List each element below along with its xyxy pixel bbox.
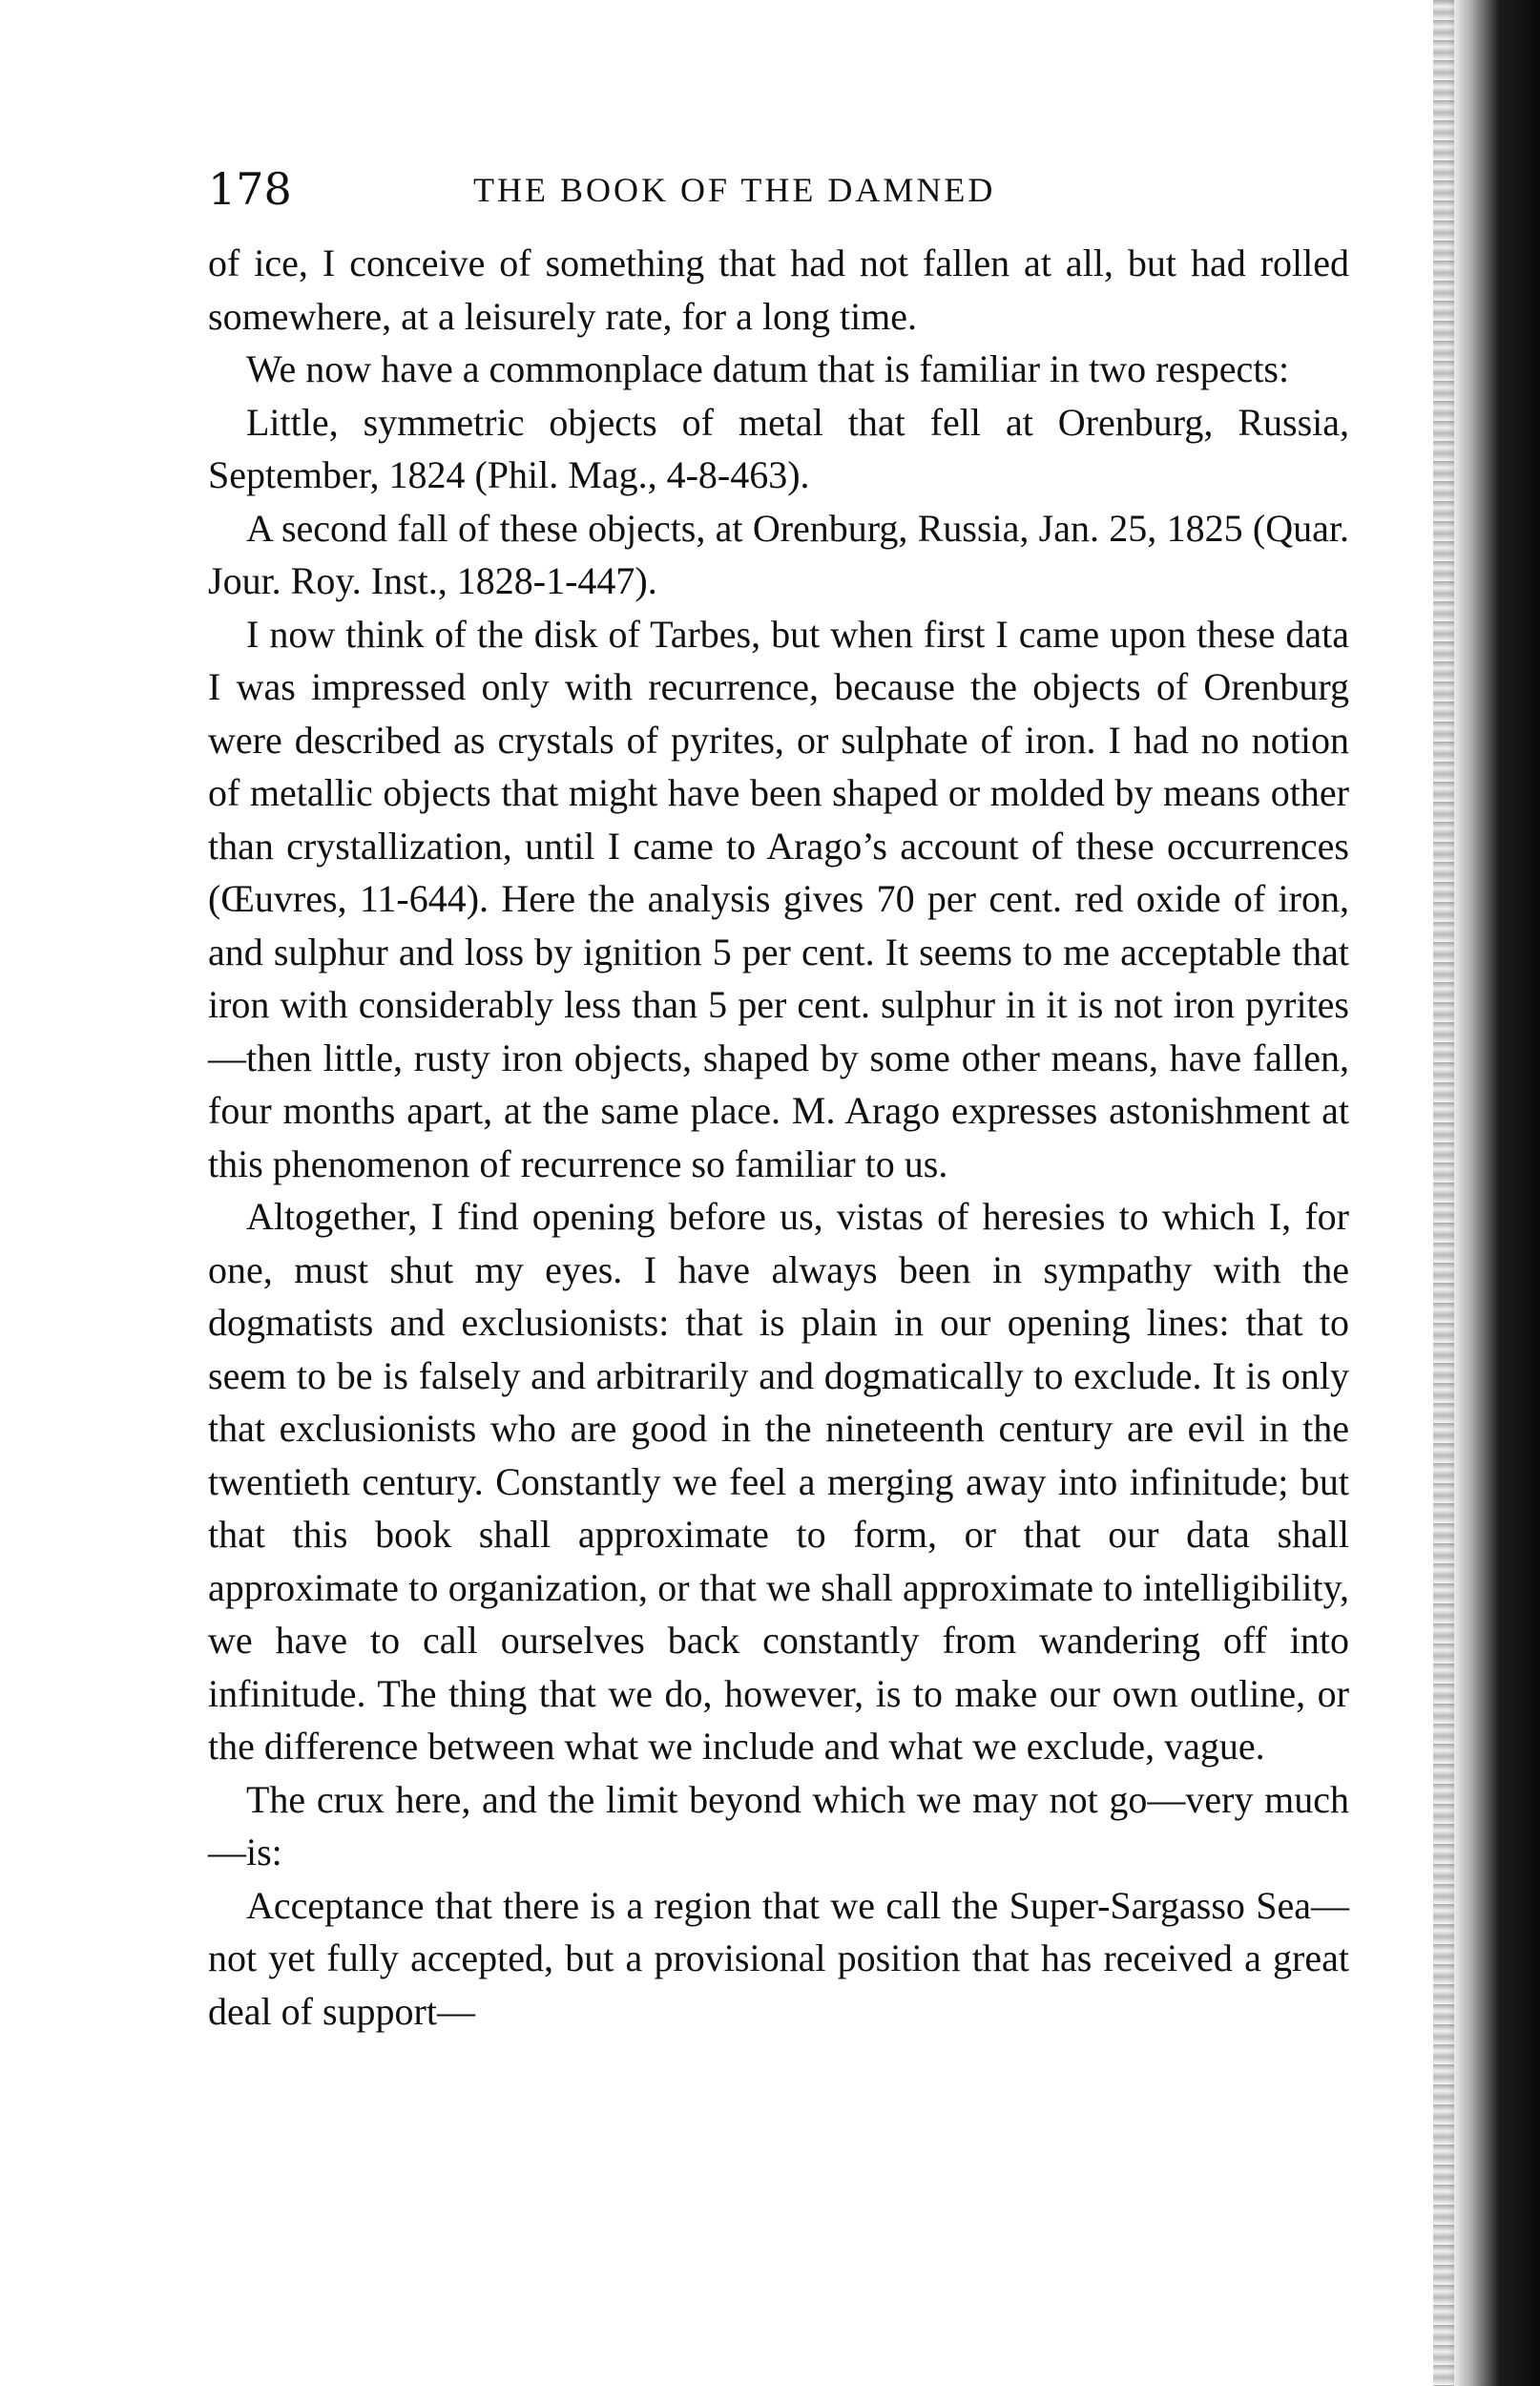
- page-gutter-shadow: [1448, 0, 1540, 2386]
- running-head: [208, 160, 1353, 218]
- paragraph: We now have a commonplace datum that is familiar in two respects:: [246, 347, 1290, 390]
- body-text: [208, 237, 1349, 2038]
- paragraph: The crux here, and the limit beyond which we may not go—very much—is:: [208, 1777, 1349, 1873]
- page-edge-texture: [1433, 0, 1454, 2386]
- paragraph: Altogether, I find opening before us, vistas of heresies to which I, for one, must shut my eyes. I have always been in sympathy with the dogmatists and exclusionists: that is plain in our opening lines: that to seem to be is falsely and arbitrarily and dogmatically to exclude. It is only that exclusionists who are good in the nineteenth century are evil in the twentieth century. Constantly we feel a merging away into infinitude; but that this book shall approximate to form, or that our data shall approximate to organization, or that we shall approximate to intelligibility, we have to call ourselves back constantly from wandering off into infinitude. The thing that we do, however, is to make our own outline, or the difference between what we include and what we exclude, vague.: [208, 1195, 1349, 1768]
- paragraph: Little, symmetric objects of metal that fell at Orenburg, Russia, September, 1824 (Phil. Mag., 4-8-463).: [208, 400, 1349, 496]
- book-title: THE BOOK OF THE DAMNED: [473, 171, 996, 209]
- paragraph: A second fall of these objects, at Orenburg, Russia, Jan. 25, 1825 (Quar. Jour. Roy. Inst., 1828-1-447).: [208, 506, 1349, 602]
- paragraph: I now think of the disk of Tarbes, but when first I came upon these data I was impressed only with recurrence, because the objects of Orenburg were described as crystals of pyrites, or sulphate of iron. I had no notion of metallic objects that might have been shaped or molded by means other than crystallization, until I came to Arago’s account of these occurrences (Œuvres, 11-644). Here the analysis gives 70 per cent. red oxide of iron, and sulphur and loss by ignition 5 per cent. It seems to me acceptable that iron with considerably less than 5 per cent. sulphur in it is not iron pyrites—then little, rusty iron objects, shaped by some other means, have fallen, four months apart, at the same place. M. Arago expresses astonishment at this phenomenon of recurrence so familiar to us.: [208, 612, 1349, 1185]
- paragraph: of ice, I conceive of something that had not fallen at all, but had rolled somewhere, at a leisurely rate, for a long time.: [208, 241, 1349, 338]
- page-number: 178: [208, 163, 292, 215]
- paragraph: Acceptance that there is a region that we call the Super-Sargasso Sea—not yet fully accepted, but a provisional position that has received a great deal of support—: [208, 1883, 1349, 2033]
